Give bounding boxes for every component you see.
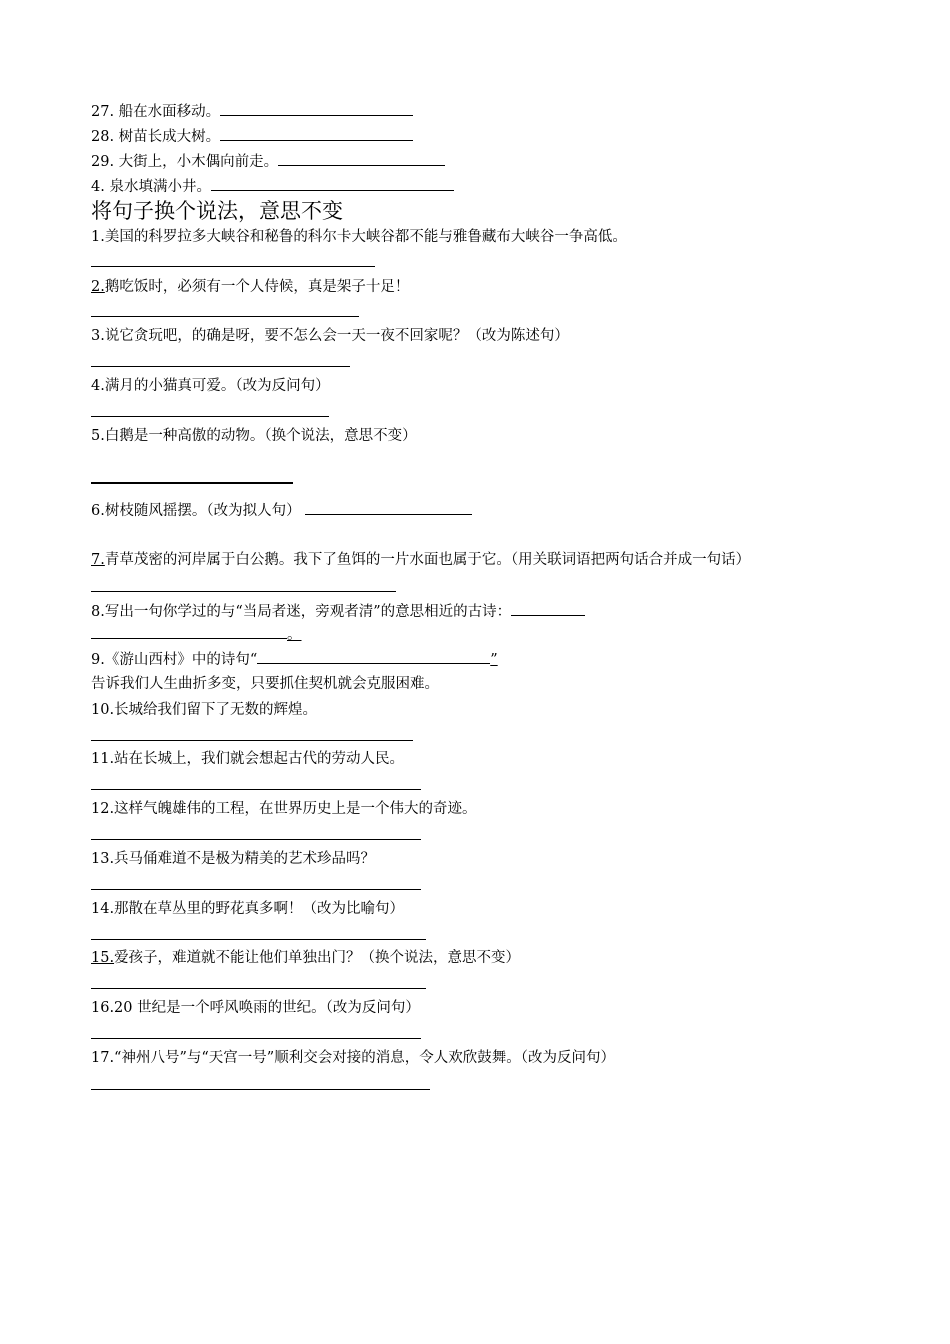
answer-blank[interactable] — [511, 601, 585, 616]
question-15-text: 爱孩子，难道就不能让他们单独出门？（换个说法，意思不变） — [114, 950, 521, 966]
answer-blank[interactable] — [220, 101, 413, 116]
question-2 — [91, 277, 409, 297]
question-5: 5.白鹅是一种高傲的动物。（换个说法，意思不变） — [91, 428, 417, 444]
answer-blank[interactable] — [278, 151, 445, 166]
answer-blank[interactable] — [220, 126, 413, 141]
answer-blank[interactable] — [211, 176, 454, 191]
question-12: 12.这样气魄雄伟的工程，在世界历史上是一个伟大的奇迹。 — [91, 801, 477, 817]
answer-line[interactable] — [91, 1038, 421, 1039]
item-4-text: 4. 泉水填满小井。 — [91, 179, 211, 195]
question-15 — [91, 948, 520, 968]
question-10: 10.长城给我们留下了无数的辉煌。 — [91, 702, 318, 718]
section-title: 将句子换个说法，意思不变 — [91, 199, 343, 223]
question-9-close-quote: ” — [490, 652, 498, 668]
answer-blank[interactable] — [91, 624, 287, 639]
item-27-text: 27. 船在水面移动。 — [91, 104, 221, 120]
answer-line[interactable] — [91, 740, 413, 741]
answer-line[interactable] — [91, 988, 426, 989]
question-8-end: 。 — [287, 627, 302, 643]
answer-line[interactable] — [91, 366, 350, 367]
question-8-text: 8.写出一句你学过的与“当局者迷，旁观者清”的意思相近的古诗： — [91, 604, 512, 620]
question-8-continuation — [91, 624, 302, 645]
question-9-text: 9.《游山西村》中的诗句“ — [91, 652, 258, 668]
answer-line[interactable] — [91, 939, 426, 940]
question-17: 17.“神州八号”与“天宫一号”顺利交会对接的消息，令人欢欣鼓舞。（改为反问句） — [91, 1050, 615, 1066]
question-1: 1.美国的科罗拉多大峡谷和秘鲁的科尔卡大峡谷都不能与雅鲁藏布大峡谷一争高低。 — [91, 229, 627, 245]
answer-line[interactable] — [91, 266, 375, 267]
item-28 — [91, 126, 413, 147]
question-16: 16.20 世纪是一个呼风唤雨的世纪。（改为反问句） — [91, 1000, 420, 1016]
answer-line[interactable] — [91, 416, 329, 417]
question-3: 3.说它贪玩吧，的确是呀，要不怎么会一天一夜不回家呢？（改为陈述句） — [91, 328, 569, 344]
question-14: 14.那散在草丛里的野花真多啊！（改为比喻句） — [91, 901, 405, 917]
question-4: 4.满月的小猫真可爱。（改为反问句） — [91, 378, 330, 394]
question-8 — [91, 601, 585, 622]
question-13: 13.兵马俑难道不是极为精美的艺术珍品吗？ — [91, 851, 376, 867]
item-28-text: 28. 树苗长成大树。 — [91, 129, 221, 145]
question-15-number: 15. — [91, 950, 115, 966]
question-11: 11.站在长城上，我们就会想起古代的劳动人民。 — [91, 751, 405, 767]
answer-line[interactable] — [91, 839, 421, 840]
item-29-text: 29. 大街上，小木偶向前走。 — [91, 154, 279, 170]
question-2-number: 2. — [91, 279, 105, 295]
question-7 — [91, 550, 750, 570]
answer-line[interactable] — [91, 1089, 430, 1090]
question-6-text: 6.树枝随风摇摆。（改为拟人句） — [91, 503, 301, 519]
question-7-number: 7. — [91, 552, 105, 568]
answer-line[interactable] — [91, 789, 421, 790]
question-7-text: 青草茂密的河岸属于白公鹅。我下了鱼饵的一片水面也属于它。（用关联词语把两句话合并成一句话） — [104, 552, 751, 568]
item-4 — [91, 176, 454, 197]
question-9 — [91, 649, 498, 670]
answer-blank[interactable] — [305, 500, 472, 515]
question-9-continuation: 告诉我们人生曲折多变，只要抓住契机就会克服困难。 — [91, 676, 439, 692]
item-27 — [91, 101, 413, 122]
answer-line[interactable] — [91, 889, 421, 890]
answer-line[interactable] — [91, 482, 293, 484]
item-29 — [91, 151, 445, 172]
answer-blank[interactable] — [257, 649, 490, 664]
answer-line[interactable] — [91, 316, 359, 317]
answer-line[interactable] — [91, 591, 396, 592]
question-2-text: 鹅吃饭时，必须有一个人侍候，真是架子十足！ — [104, 279, 410, 295]
question-6 — [91, 500, 472, 521]
